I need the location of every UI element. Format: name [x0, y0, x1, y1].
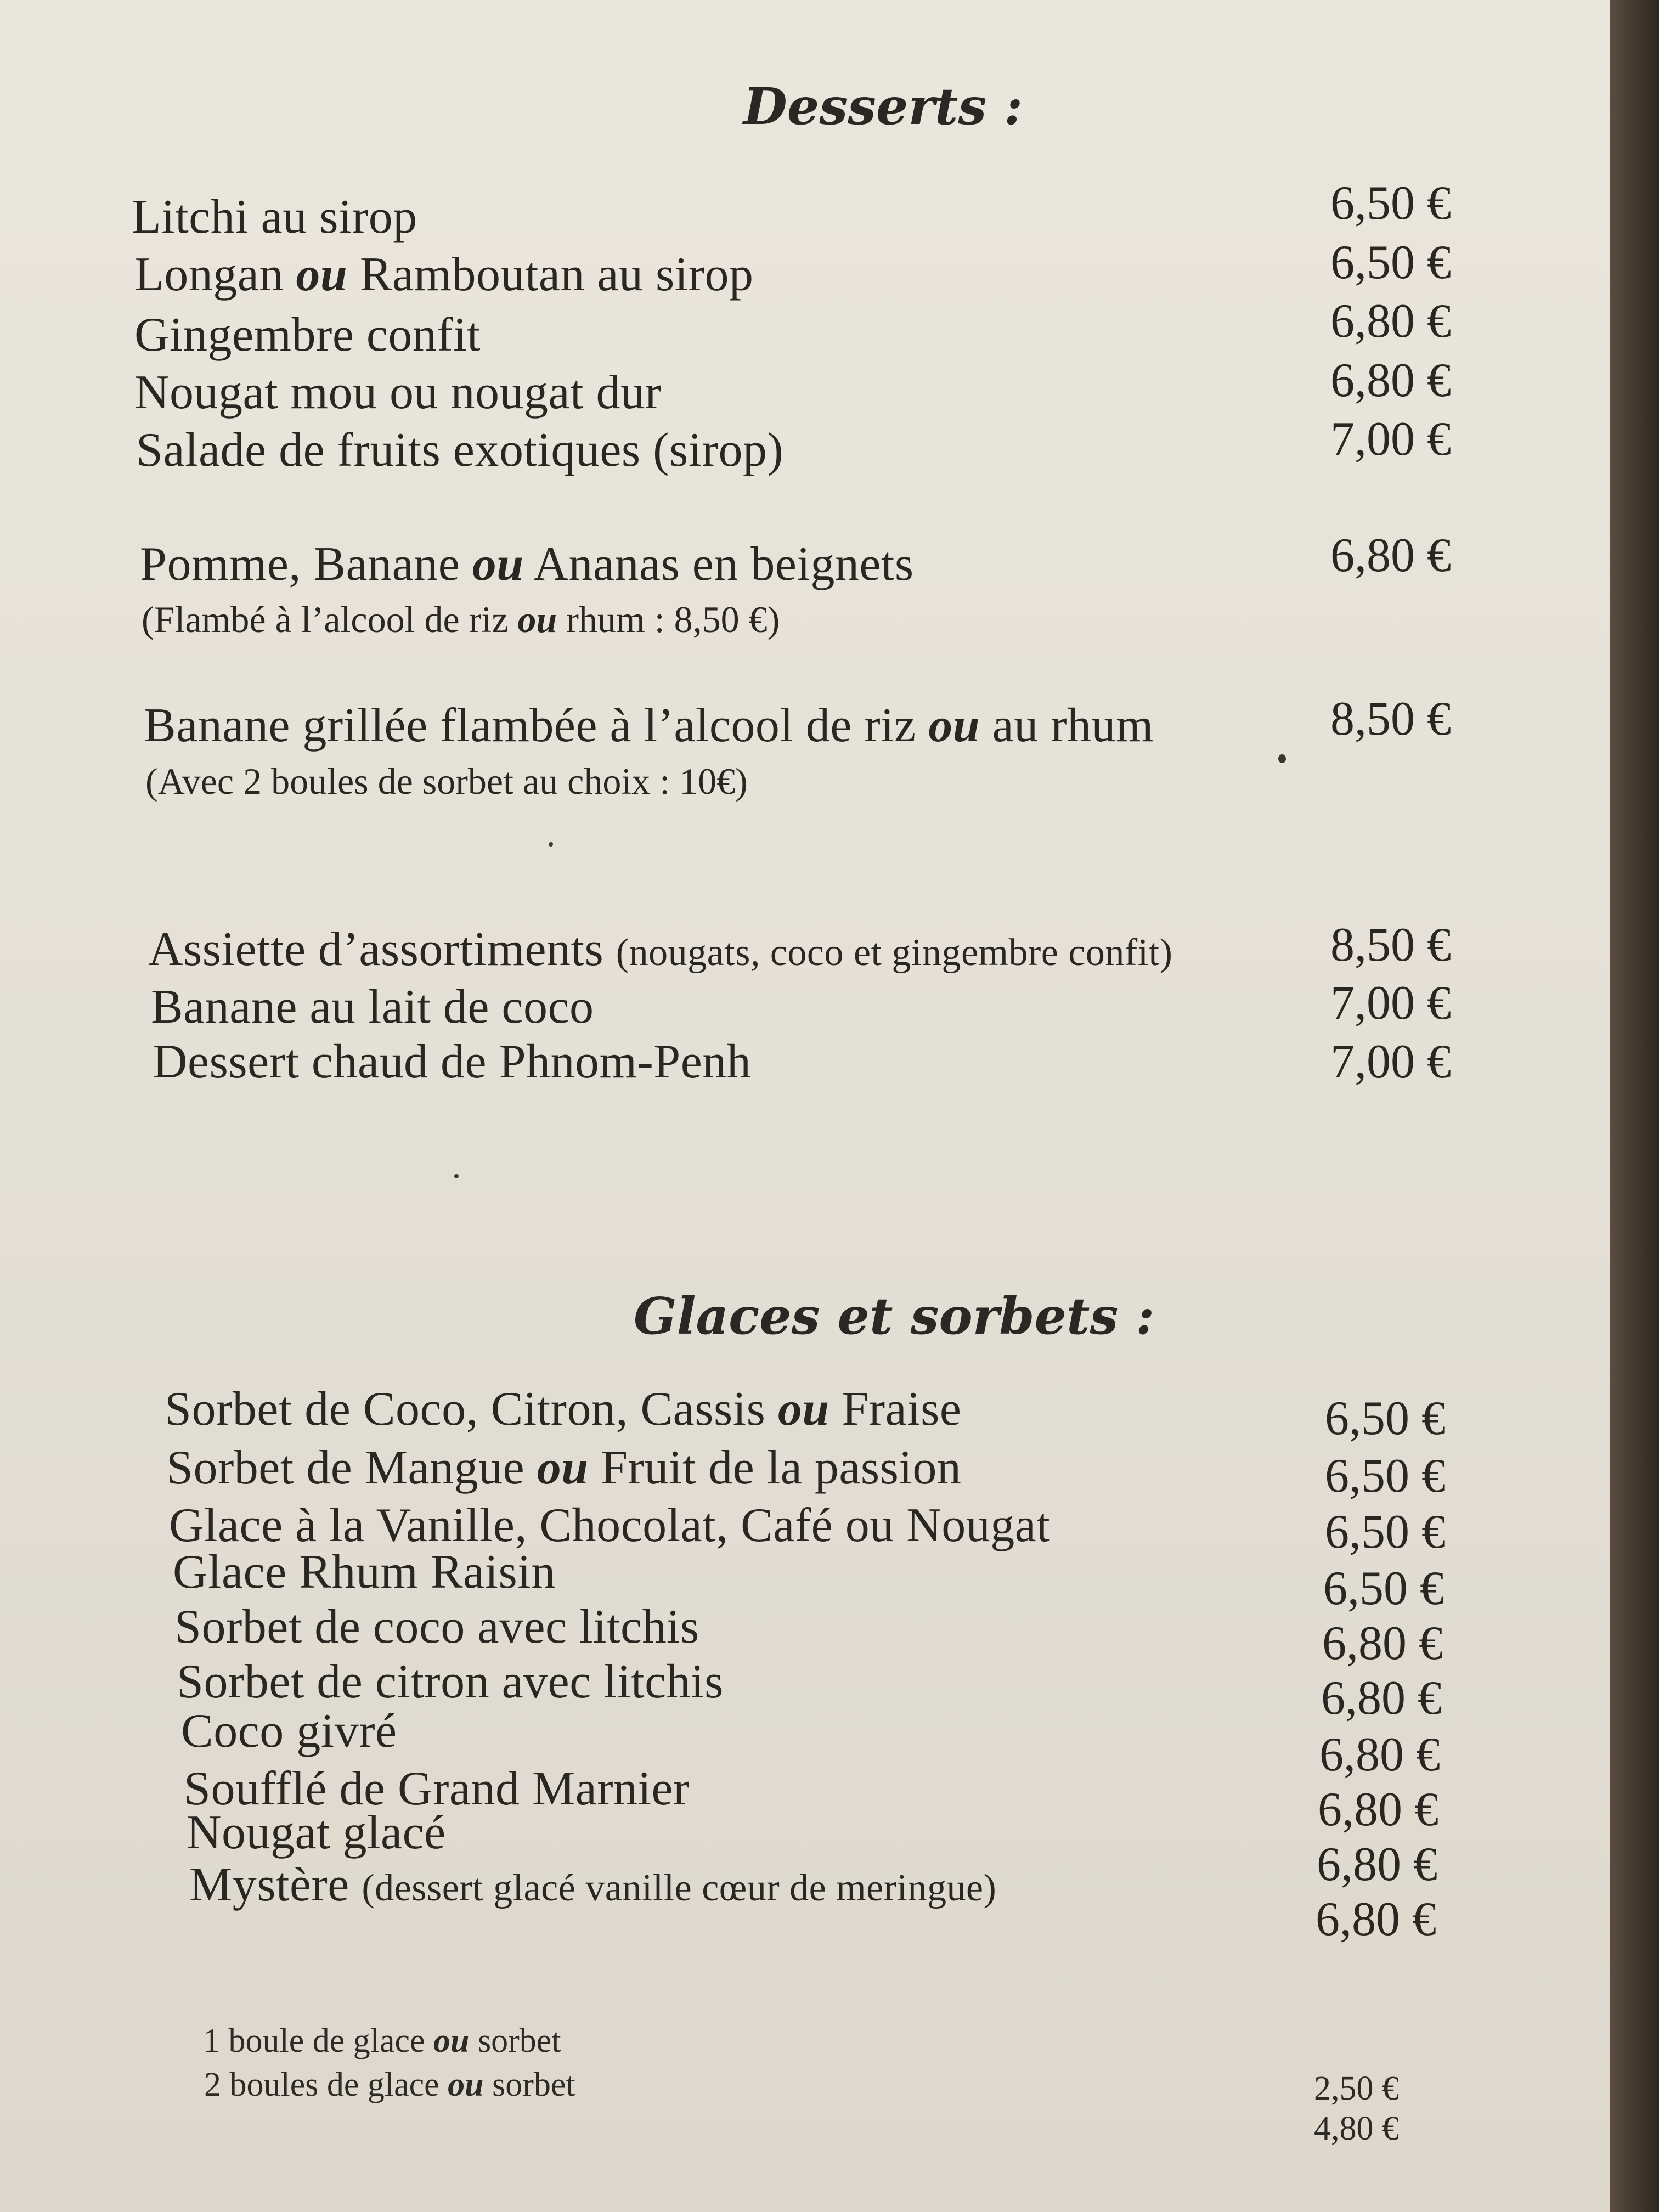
glaces-heading: Glaces et sorbets : — [634, 1286, 1155, 1346]
menu-item-name: Soufflé de Grand Marnier — [184, 1762, 690, 1815]
menu-item-price: 7,00 € — [1330, 977, 1451, 1030]
page-edge-shadow — [1610, 0, 1659, 2212]
menu-item-price: 8,50 € — [1330, 692, 1451, 746]
menu-item-name: Sorbet de citron avec litchis — [177, 1655, 724, 1708]
paper-speck — [454, 1174, 459, 1178]
menu-item-name: Glace Rhum Raisin — [173, 1545, 556, 1599]
menu-item-price: 6,80 € — [1316, 1893, 1436, 1946]
menu-item-name: Salade de fruits exotiques (sirop) — [136, 424, 784, 477]
menu-item-name: Dessert chaud de Phnom-Penh — [153, 1035, 752, 1088]
menu-item-name: Sorbet de Coco, Citron, Cassis ou Fraise — [165, 1383, 962, 1436]
menu-item-price: 6,80 € — [1321, 1672, 1442, 1725]
menu-item-name: Sorbet de Mangue ou Fruit de la passion — [166, 1441, 962, 1494]
menu-item-price: 4,80 € — [1314, 2110, 1399, 2147]
menu-item-price: 6,80 € — [1330, 295, 1451, 348]
menu-item-price: 2,50 € — [1314, 2070, 1399, 2107]
menu-item-price: 6,50 € — [1330, 236, 1451, 289]
menu-item-name: Nougat mou ou nougat dur — [134, 366, 662, 419]
menu-item-price: 6,80 € — [1318, 1783, 1438, 1836]
desserts-heading: Desserts : — [743, 77, 1023, 136]
menu-item-price: 6,50 € — [1325, 1505, 1446, 1559]
menu-item-price: 8,50 € — [1330, 918, 1451, 972]
menu-item-name: Litchi au sirop — [132, 190, 417, 244]
menu-item-name: Glace à la Vanille, Chocolat, Café ou Nougat — [169, 1499, 1051, 1552]
menu-item-price: 7,00 € — [1330, 1035, 1451, 1088]
menu-item-price: 6,80 € — [1317, 1838, 1437, 1891]
paper-speck — [549, 842, 553, 847]
menu-item-price: 7,00 € — [1330, 413, 1451, 466]
menu-item-price: 6,80 € — [1330, 529, 1451, 582]
paper-speck — [1278, 754, 1286, 763]
menu-item-note: (Flambé à l’alcool de riz ou rhum : 8,50 €) — [142, 599, 780, 640]
menu-item-name: Sorbet de coco avec litchis — [174, 1600, 699, 1654]
menu-item-name: Banane grillée flambée à l’alcool de riz ou au rhum — [144, 699, 1154, 752]
menu-item-price: 6,50 € — [1330, 177, 1451, 230]
menu-item-name: Coco givré — [181, 1705, 397, 1758]
menu-item-name: Mystère (dessert glacé vanille cœur de meringue) — [189, 1858, 997, 1911]
menu-item-name: Longan ou Ramboutan au sirop — [134, 248, 754, 301]
menu-item-name: Banane au lait de coco — [151, 980, 594, 1034]
menu-item-name: Gingembre confit — [134, 308, 481, 362]
menu-item-price: 6,50 € — [1325, 1392, 1446, 1445]
menu-item-name: Assiette d’assortiments (nougats, coco et gingembre confit) — [148, 923, 1173, 976]
menu-item-price: 6,50 € — [1325, 1449, 1446, 1503]
menu-item-name: Pomme, Banane ou Ananas en beignets — [140, 538, 914, 591]
menu-item-note: (Avec 2 boules de sorbet au choix : 10€) — [145, 760, 748, 802]
menu-item-name: Nougat glacé — [187, 1806, 446, 1859]
menu-item-price: 6,80 € — [1319, 1728, 1440, 1781]
menu-item-name: 1 boule de glace ou sorbet — [203, 2022, 561, 2059]
menu-item-price: 6,80 € — [1330, 354, 1451, 407]
menu-item-price: 6,80 € — [1322, 1617, 1443, 1670]
menu-item-name: 2 boules de glace ou sorbet — [204, 2066, 575, 2103]
menu-item-price: 6,50 € — [1323, 1562, 1444, 1615]
